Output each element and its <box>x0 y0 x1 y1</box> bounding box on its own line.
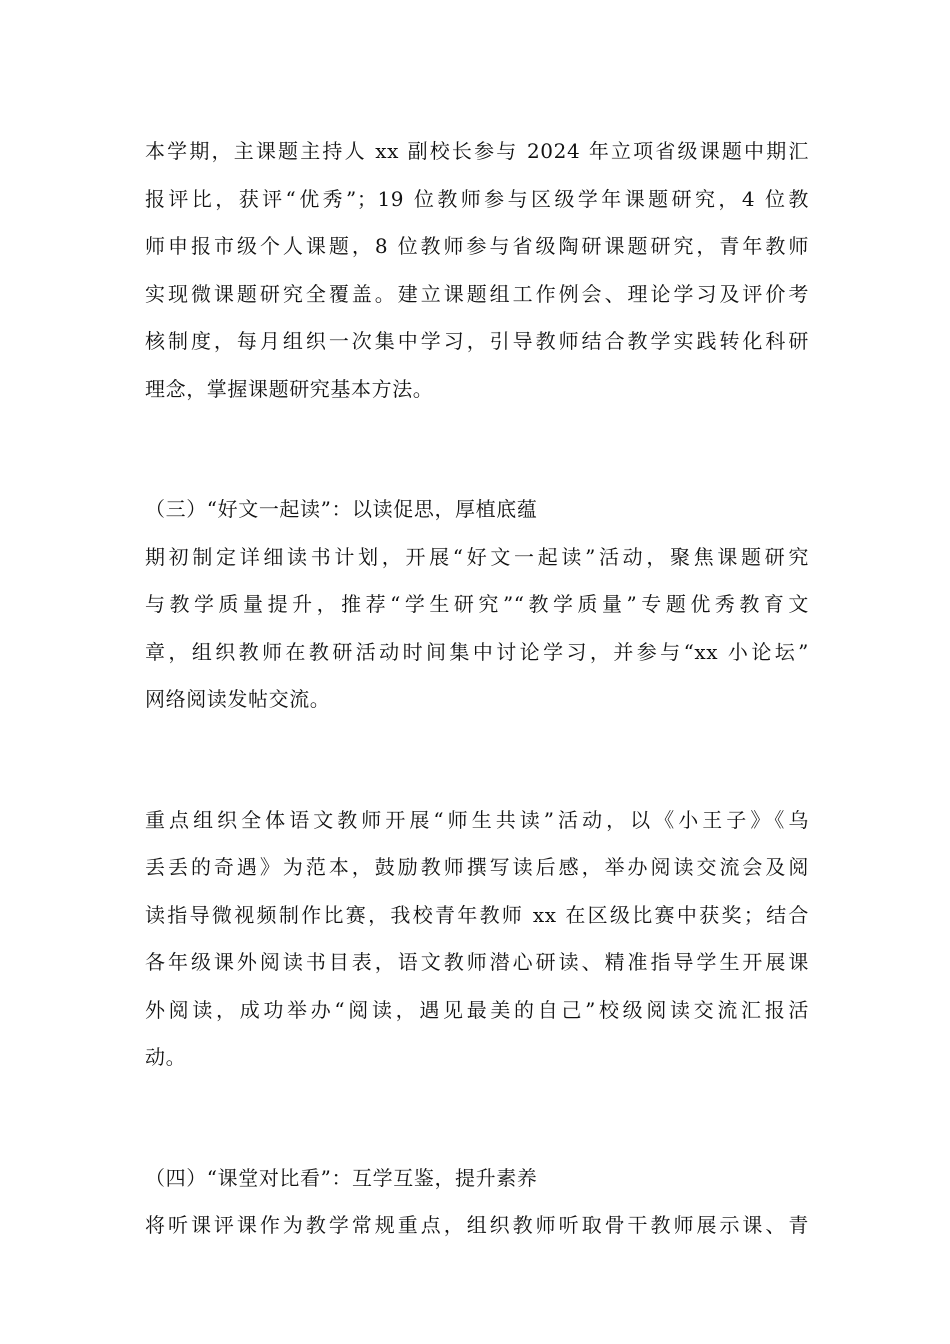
text-line: 动。 <box>145 1045 187 1069</box>
section-heading-3: （三）“好文一起读”：以读促思，厚植底蕴 <box>145 497 538 521</box>
text-line: 丢丢的奇遇》为范本，鼓励教师撰写读后感，举办阅读交流会及阅 <box>145 855 809 879</box>
text-line: 核制度，每月组织一次集中学习，引导教师结合教学实践转化科研 <box>145 329 809 353</box>
text-line: 期初制定详细读书计划，开展“好文一起读”活动，聚焦课题研究 <box>145 544 809 569</box>
text-line: 本学期，主课题主持人 xx 副校长参与 2024 年立项省级课题中期汇 <box>145 139 809 163</box>
paragraph-gap <box>145 724 809 797</box>
text-line: 实现微课题研究全覆盖。建立课题组工作例会、理论学习及评价考 <box>145 281 809 306</box>
paragraph-reading-plan <box>145 534 809 724</box>
paragraph-gap <box>145 1082 809 1155</box>
text-line: 报评比，获评“优秀”；19 位教师参与区级学年课题研究，4 位教 <box>145 186 809 211</box>
text-line: 将听课评课作为教学常规重点，组织教师听取骨干教师展示课、青 <box>145 1213 809 1237</box>
text-line: 外阅读，成功举办“阅读，遇见最美的自己”校级阅读交流汇报活 <box>145 997 809 1022</box>
text-line: 理念，掌握课题研究基本方法。 <box>145 376 434 401</box>
text-line: 各年级课外阅读书目表，语文教师潜心研读、精准指导学生开展课 <box>145 950 809 974</box>
document-page <box>145 128 809 1250</box>
text-line: 网络阅读发帖交流。 <box>145 687 331 711</box>
section-heading-4: （四）“课堂对比看”：互学互鉴，提升素养 <box>145 1165 538 1190</box>
text-line: 读指导微视频制作比赛，我校青年教师 xx 在区级比赛中获奖；结合 <box>145 902 809 927</box>
text-line: 章，组织教师在教研活动时间集中讨论学习，并参与“xx 小论坛” <box>145 639 809 664</box>
paragraph-lesson-observation <box>145 1202 809 1250</box>
paragraph-gap <box>145 413 809 486</box>
paragraph-shared-reading <box>145 797 809 1082</box>
paragraph-research <box>145 128 809 413</box>
text-line: 师申报市级个人课题，8 位教师参与省级陶研课题研究，青年教师 <box>145 234 809 258</box>
text-line: 与教学质量提升，推荐“学生研究”“教学质量”专题优秀教育文 <box>145 592 809 616</box>
text-line: 重点组织全体语文教师开展“师生共读”活动，以《小王子》《乌 <box>145 807 809 832</box>
